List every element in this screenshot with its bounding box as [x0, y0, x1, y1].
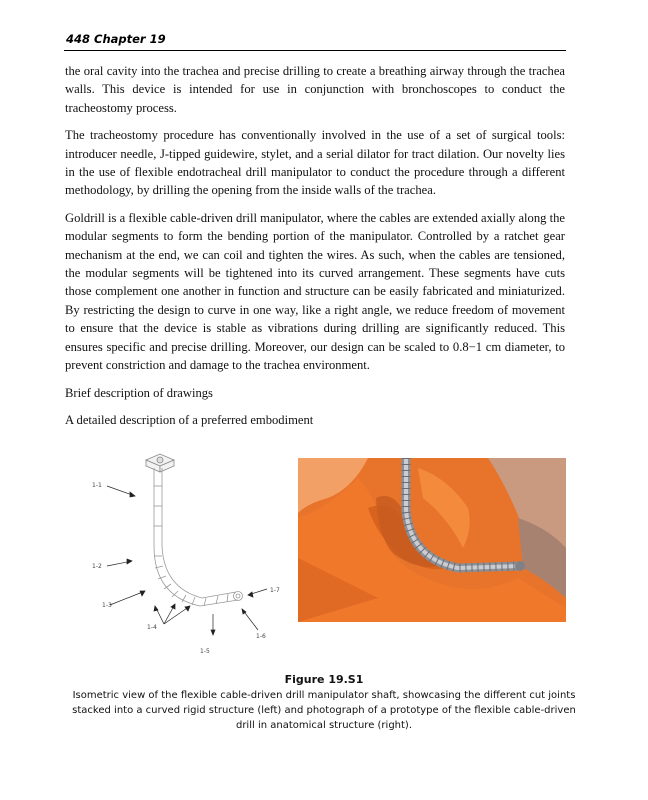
section-heading: A detailed description of a preferred embodiment — [65, 412, 314, 427]
chapter-title: Chapter 19 — [94, 32, 166, 46]
body-text — [65, 62, 565, 438]
label-1-6: 1-6 — [256, 633, 266, 640]
drill-shaft — [154, 468, 162, 546]
label-1-7: 1-7 — [270, 587, 280, 594]
label-1-5: 1-5 — [200, 648, 210, 655]
label-1-3: 1-3 — [102, 602, 112, 609]
paragraph: The tracheostomy procedure has conventionally involved in the use of a set of surgical tools: introducer needle, J-tipped guidewire, stylet, and a serial dilator for tract dilation. Our novelty lies in the use of flexible endotracheal drill manipulator to conduct the procedure through a different methodology, by drilling the opening from the inside walls of the trachea. — [65, 128, 565, 198]
prototype-photograph — [298, 458, 566, 622]
paragraph: the oral cavity into the trachea and precise drilling to create a breathing airway through the trachea walls. This device is intended for use in conjunction with bronchoscopes to conduct the tracheostomy process. — [65, 64, 565, 115]
drill-top-cap — [146, 454, 174, 472]
figure-title: Figure 19.S1 — [284, 673, 364, 686]
leader-arrows — [107, 486, 267, 635]
running-header — [64, 30, 566, 51]
page-number: 448 — [66, 32, 91, 46]
figure-caption: Isometric view of the flexible cable-driven drill manipulator shaft, showcasing the different cut joints stacked into a curved rigid structure (left) and photograph of a prototype of the flexible cable-driven drill in anatomical structure (right). — [72, 690, 576, 731]
section-heading: Brief description of drawings — [65, 385, 213, 400]
label-1-2: 1-2 — [92, 563, 102, 570]
paragraph: Goldrill is a flexible cable-driven drill manipulator, where the cables are extended axially along the modular segments to form the bending portion of the manipulator. Controlled by a ratchet gear mechanism at the end, we can coil and tighten the wires. As such, when the cables are tensioned, the modular segments will be tightened into its curved arrangement. These segments have cuts those complement one another in function and structure can be easily fabricated and miniaturized. By restricting the design to curve in one way, like a right angle, we reduce freedom of movement to ensure that the device is stable as vibrations during drilling are significantly reduced. This ensures specific and precise drilling. Moreover, our design can be scaled to 0.8−1 cm diameter, to prevent constriction and damage to the trachea environment. — [65, 210, 565, 373]
label-1-1: 1-1 — [92, 482, 102, 489]
curved-segments — [154, 546, 243, 606]
label-1-4: 1-4 — [147, 624, 157, 631]
isometric-drawing — [80, 446, 300, 666]
